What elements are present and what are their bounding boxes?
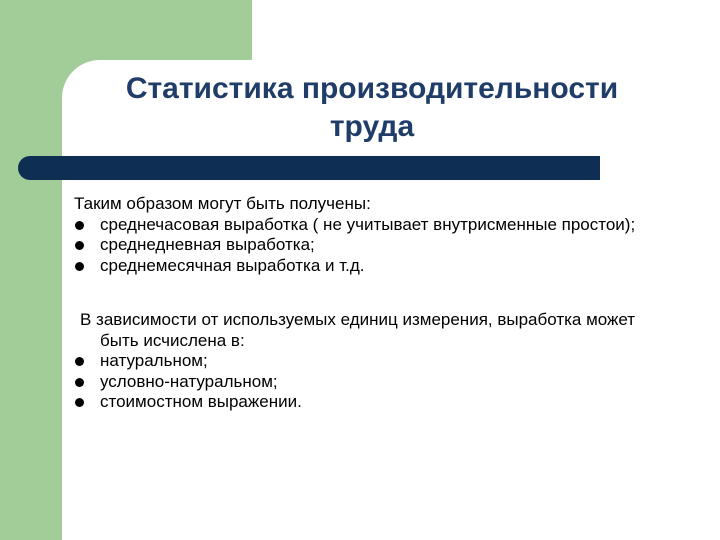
- title-divider-bar: [18, 156, 600, 180]
- list-item: [74, 235, 674, 256]
- bullet-text: стоимостном выражении.: [100, 392, 302, 411]
- bullet-icon: [75, 262, 84, 271]
- list-item: [74, 215, 674, 236]
- green-left-bar: [0, 0, 62, 540]
- section1-bullet-list: [74, 215, 674, 277]
- bullet-icon: [75, 241, 84, 250]
- bullet-icon: [75, 398, 84, 407]
- section1-intro: Таким образом могут быть получены:: [74, 194, 371, 213]
- bullet-icon: [75, 357, 84, 366]
- bullet-text: натуральном;: [100, 351, 208, 370]
- list-item: [74, 372, 674, 393]
- list-item: [74, 351, 674, 372]
- bullet-text: среднедневная выработка;: [100, 235, 315, 254]
- bullet-text: среднечасовая выработка ( не учитывает внутрисменные простои);: [100, 214, 636, 234]
- slide-body: [74, 194, 674, 413]
- bullet-icon: [75, 221, 84, 230]
- list-item: [74, 256, 674, 277]
- section2-bullet-list: [74, 351, 674, 413]
- section-spacer: [74, 276, 674, 310]
- bullet-text: среднемесячная выработка и т.д.: [100, 255, 365, 275]
- bullet-icon: [75, 378, 84, 387]
- bullet-text: условно-натуральном;: [100, 371, 278, 391]
- slide-title: Статистика производительности труда: [125, 72, 619, 143]
- list-item: [74, 392, 674, 413]
- section2-intro: В зависимости от используемых единиц измерения, выработка может быть исчислена в:: [80, 310, 636, 350]
